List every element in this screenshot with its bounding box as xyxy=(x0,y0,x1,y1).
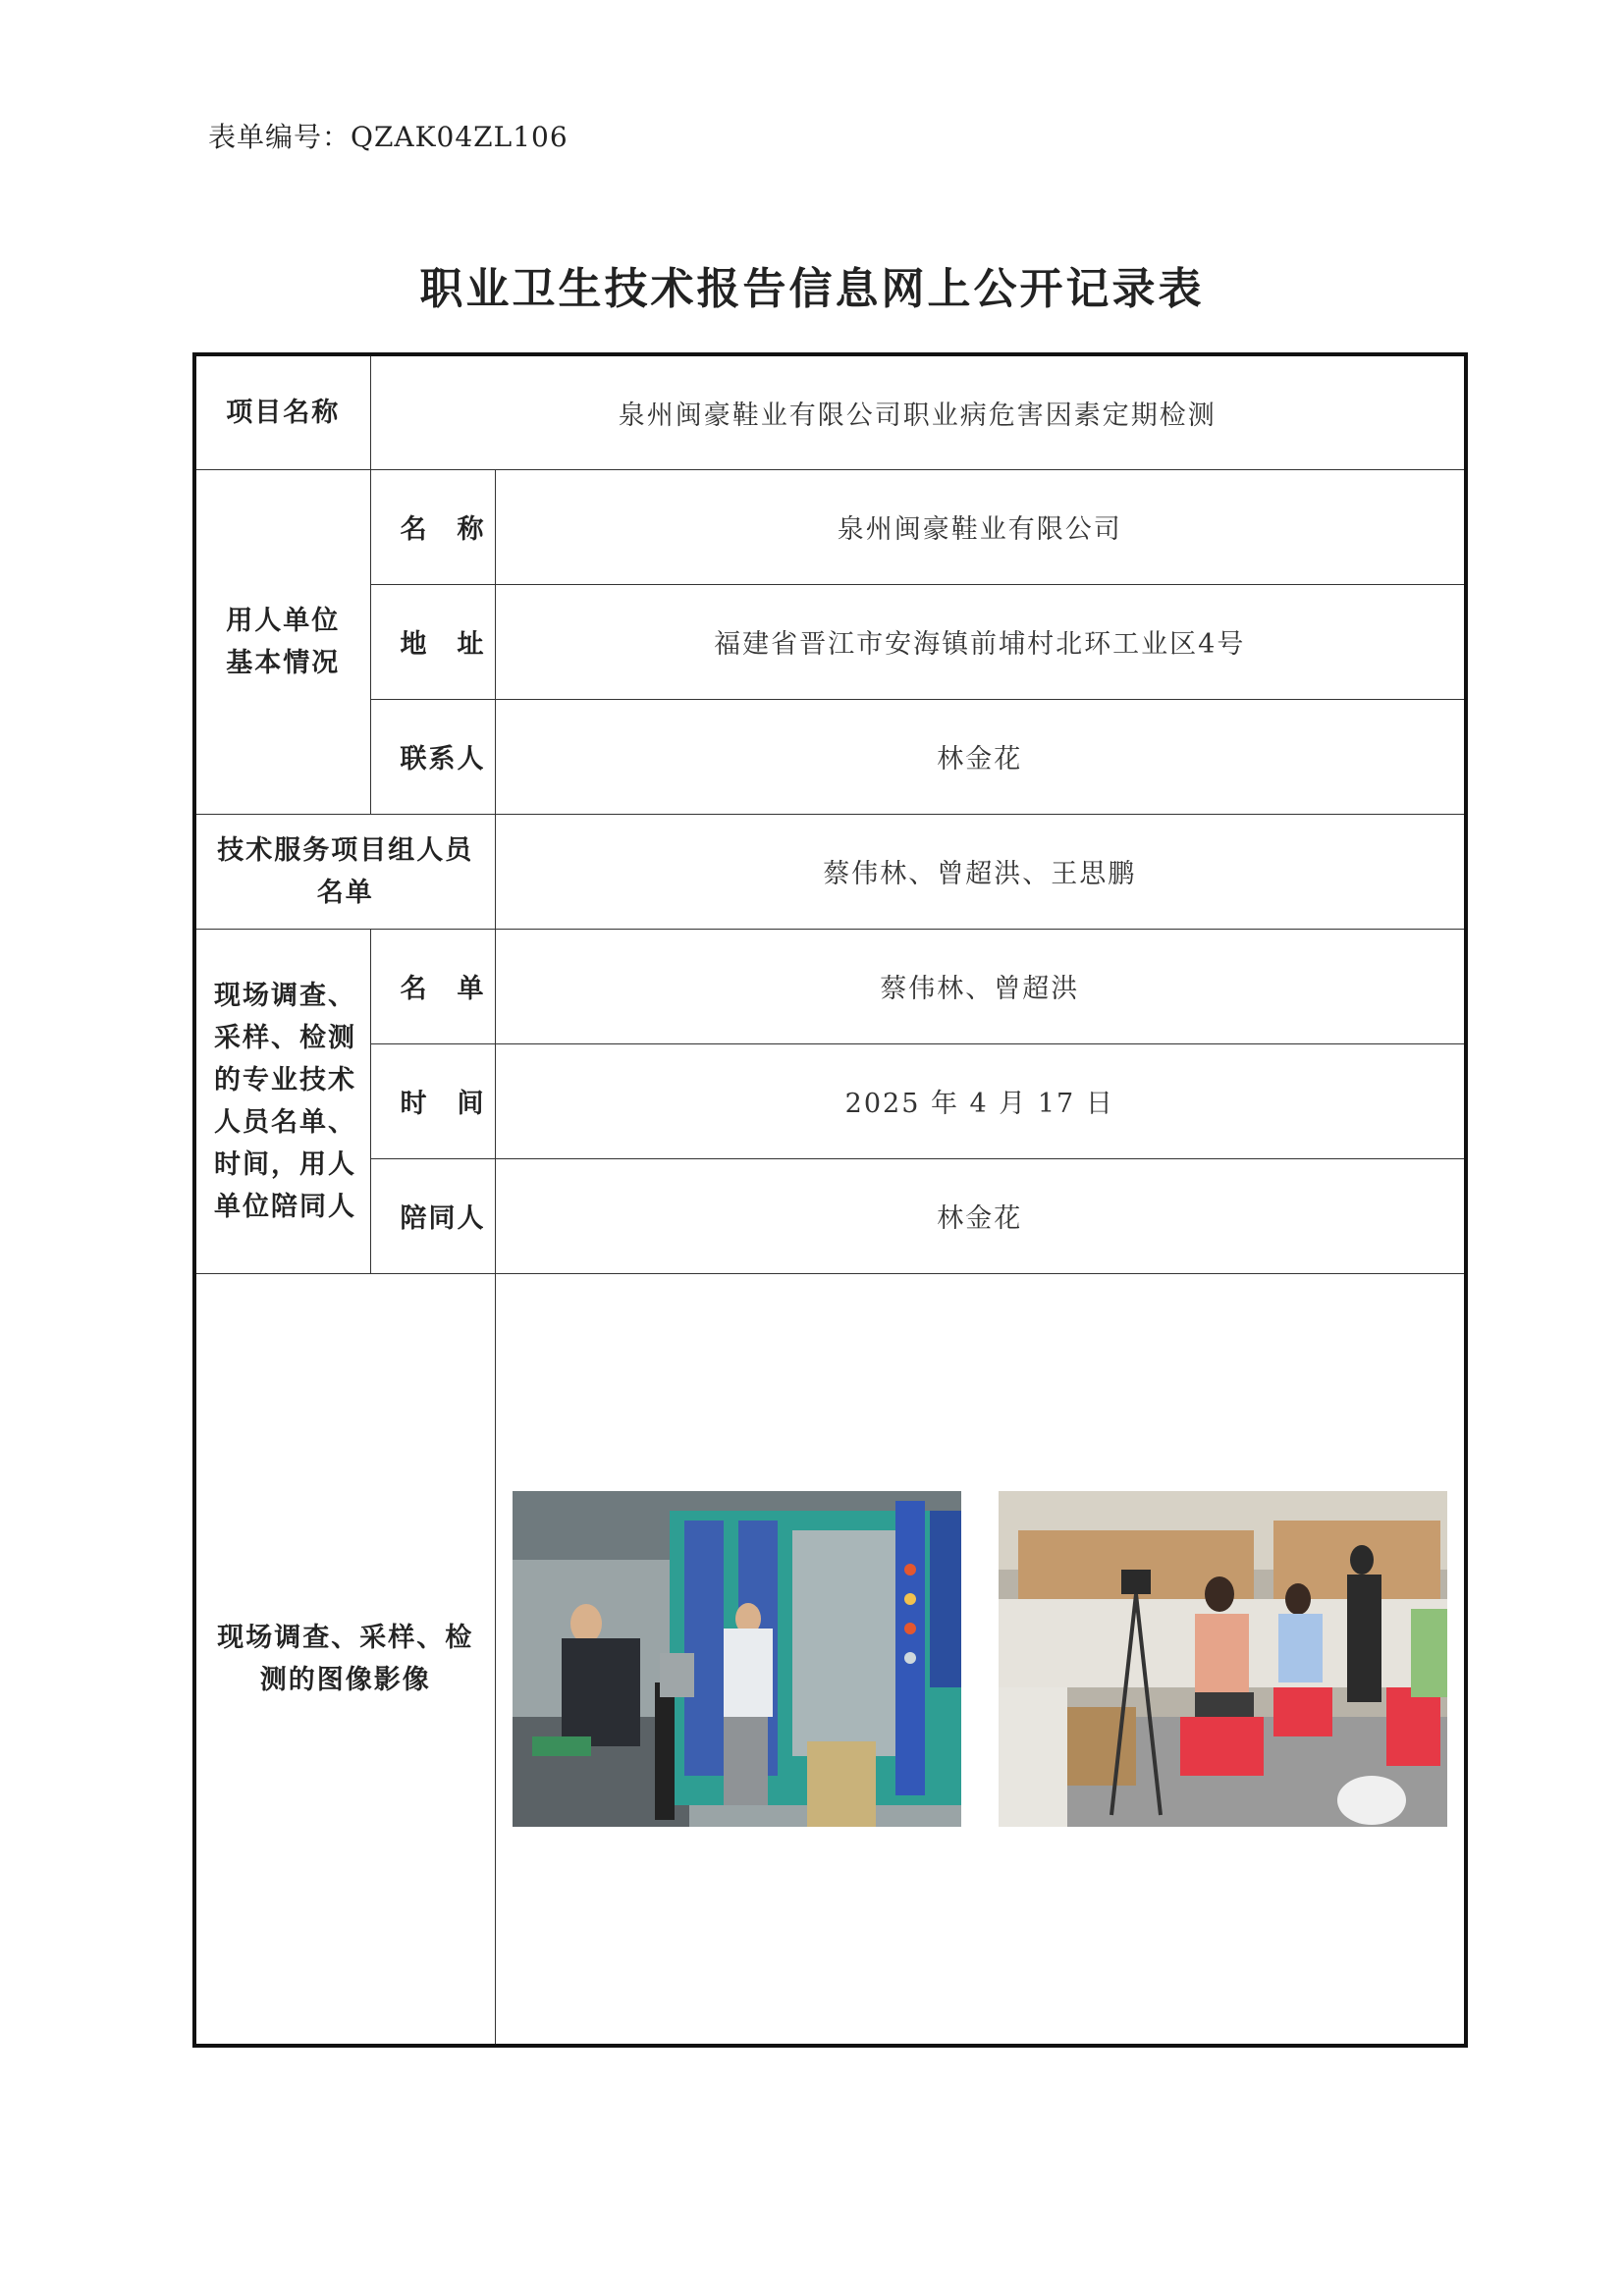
row-team xyxy=(194,814,1466,929)
employer-contact-label: 联系人 xyxy=(370,699,495,814)
employer-address-label: 地 址 xyxy=(370,584,495,699)
row-survey-escort xyxy=(194,1158,1466,1273)
record-table xyxy=(192,352,1468,2048)
team-label xyxy=(194,814,495,929)
form-number: 表单编号：QZAK04ZL106 xyxy=(208,121,568,153)
images-label xyxy=(194,1273,495,2046)
survey-list-label: 名 单 xyxy=(370,929,495,1043)
employer-contact-value: 林金花 xyxy=(495,699,1466,814)
site-photo-factory-machine xyxy=(513,1491,961,1827)
images-cell xyxy=(495,1273,1466,2046)
images-label-line2: 测的图像影像 xyxy=(259,1664,431,1695)
survey-section-label-line6: 单位陪同人 xyxy=(214,1191,356,1222)
survey-section-label-line2: 采样、检测 xyxy=(214,1022,356,1053)
row-survey-list xyxy=(194,929,1466,1043)
survey-escort-value: 林金花 xyxy=(495,1158,1466,1273)
survey-time-value: 2025 年 4 月 17 日 xyxy=(495,1043,1466,1158)
team-label-line2: 名单 xyxy=(316,877,374,908)
survey-time-label: 时 间 xyxy=(370,1043,495,1158)
page-title: 职业卫生技术报告信息网上公开记录表 xyxy=(419,264,1205,314)
images-label-line1: 现场调查、采样、检 xyxy=(217,1622,474,1653)
team-value: 蔡伟林、曾超洪、王思鹏 xyxy=(495,814,1466,929)
employer-address-value: 福建省晋江市安海镇前埔村北环工业区4号 xyxy=(495,584,1466,699)
employer-section-label-line1: 用人单位 xyxy=(226,605,341,636)
row-survey-time xyxy=(194,1043,1466,1158)
row-employer-contact xyxy=(194,699,1466,814)
row-employer-address xyxy=(194,584,1466,699)
site-photo-workshop-workers xyxy=(999,1491,1447,1827)
survey-section-label-line3: 的专业技术 xyxy=(214,1064,356,1095)
survey-section-label-line1: 现场调查、 xyxy=(214,980,356,1011)
survey-section-label-line4: 人员名单、 xyxy=(214,1106,356,1138)
row-employer-name xyxy=(194,469,1466,584)
survey-escort-label: 陪同人 xyxy=(370,1158,495,1273)
employer-name-value: 泉州闽豪鞋业有限公司 xyxy=(495,469,1466,584)
row-project-name xyxy=(194,354,1466,469)
survey-section-label xyxy=(194,929,370,1273)
project-name-label: 项目名称 xyxy=(194,354,370,469)
survey-list-value: 蔡伟林、曾超洪 xyxy=(495,929,1466,1043)
team-label-line1: 技术服务项目组人员 xyxy=(217,834,474,866)
project-name-value: 泉州闽豪鞋业有限公司职业病危害因素定期检测 xyxy=(370,354,1466,469)
row-images xyxy=(194,1273,1466,2046)
employer-name-label: 名 称 xyxy=(370,469,495,584)
survey-section-label-line5: 时间，用人 xyxy=(214,1148,356,1180)
employer-section-label-line2: 基本情况 xyxy=(226,647,341,678)
employer-section-label xyxy=(194,469,370,814)
